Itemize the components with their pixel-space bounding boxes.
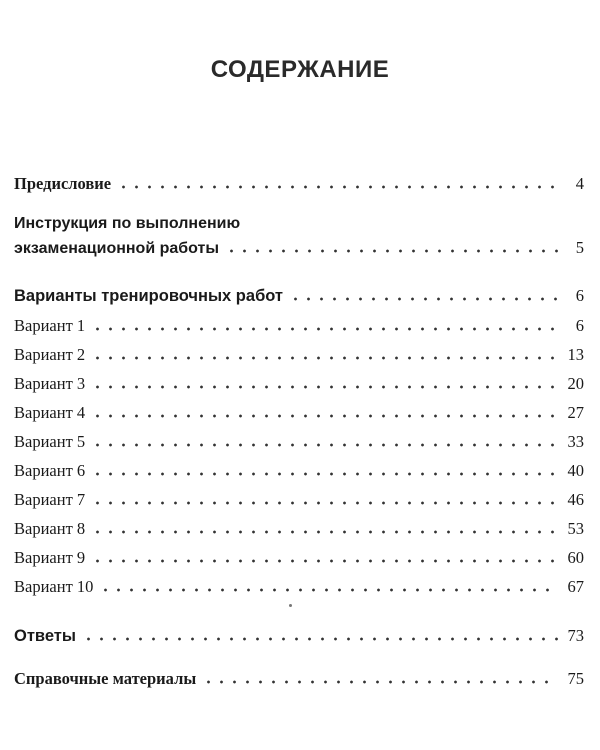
- toc-entry-label: Ответы: [14, 627, 76, 645]
- toc-entry-page: 6: [575, 316, 584, 335]
- toc-entry-page: 4: [575, 174, 584, 193]
- toc-entry-variant-2: [14, 341, 584, 365]
- dot-leader: [91, 326, 558, 332]
- toc-entry-variants-section: [14, 282, 584, 306]
- toc-entry-variant-5: [14, 428, 584, 452]
- toc-entry-page: 67: [567, 577, 584, 596]
- dot-leader: [91, 500, 558, 506]
- toc-entry-variant-9: [14, 544, 584, 568]
- dot-leader: [91, 413, 558, 419]
- toc-entry-variant-4: [14, 399, 584, 423]
- toc-entry-page: 46: [567, 490, 584, 509]
- toc-entry-page: 5: [575, 238, 584, 257]
- toc-entry-label: Вариант 5: [14, 432, 86, 451]
- dot-leader: [99, 587, 558, 593]
- dot-leader: [91, 384, 558, 390]
- print-speck: [289, 604, 292, 607]
- dot-leader: [225, 248, 558, 254]
- toc-entry-instructions: [14, 212, 584, 236]
- toc-entry-variant-1: [14, 312, 584, 336]
- toc-entry-label: Вариант 7: [14, 490, 86, 509]
- dot-leader: [289, 296, 558, 302]
- toc-entry-page: 73: [567, 626, 584, 645]
- page-title: СОДЕРЖАНИЕ: [210, 56, 390, 83]
- toc-entry-page: 60: [567, 548, 584, 567]
- dot-leader: [202, 679, 558, 685]
- toc-entry-variant-3: [14, 370, 584, 394]
- toc-entry-label: Справочные материалы: [14, 669, 197, 688]
- toc-entry-instructions-line2: [14, 234, 584, 258]
- toc-entry-label: Вариант 10: [14, 577, 94, 596]
- toc-entry-label: Предисловие: [14, 174, 112, 193]
- toc-entry-page: 33: [567, 432, 584, 451]
- toc-entry-page: 13: [567, 345, 584, 364]
- dot-leader: [91, 355, 558, 361]
- toc-entry-variant-8: [14, 515, 584, 539]
- toc-entry-variant-6: [14, 457, 584, 481]
- dot-leader: [82, 636, 558, 642]
- toc-entry-label: Вариант 2: [14, 345, 86, 364]
- toc-entry-label: Вариант 1: [14, 316, 86, 335]
- toc-entry-page: 6: [575, 286, 584, 305]
- dot-leader: [91, 558, 558, 564]
- toc-entry-page: 20: [567, 374, 584, 393]
- dot-leader: [91, 471, 558, 477]
- toc-entry-page: 27: [567, 403, 584, 422]
- toc-entry-reference: [14, 667, 584, 689]
- toc-entry-answers: [14, 622, 584, 646]
- toc-entry-page: 75: [567, 669, 584, 688]
- toc-entry-label: Вариант 8: [14, 519, 86, 538]
- toc-entry-page: 40: [567, 461, 584, 480]
- toc-entry-label: Вариант 6: [14, 461, 86, 480]
- toc-entry-label-line2: экзаменационной работы: [14, 240, 220, 257]
- dot-leader: [117, 184, 558, 190]
- toc-entry-label-line1: Инструкция по выполнению: [14, 215, 241, 232]
- toc-entry-label: Варианты тренировочных работ: [14, 287, 284, 305]
- toc-entry-preface: [14, 170, 584, 194]
- toc-entry-label: Вариант 9: [14, 548, 86, 567]
- dot-leader: [91, 529, 558, 535]
- toc-entry-label: Вариант 4: [14, 403, 86, 422]
- toc-entry-page: 53: [567, 519, 584, 538]
- dot-leader: [91, 442, 558, 448]
- toc-entry-variant-7: [14, 486, 584, 510]
- toc-entry-label: Вариант 3: [14, 374, 86, 393]
- toc-entry-variant-10: [14, 573, 584, 597]
